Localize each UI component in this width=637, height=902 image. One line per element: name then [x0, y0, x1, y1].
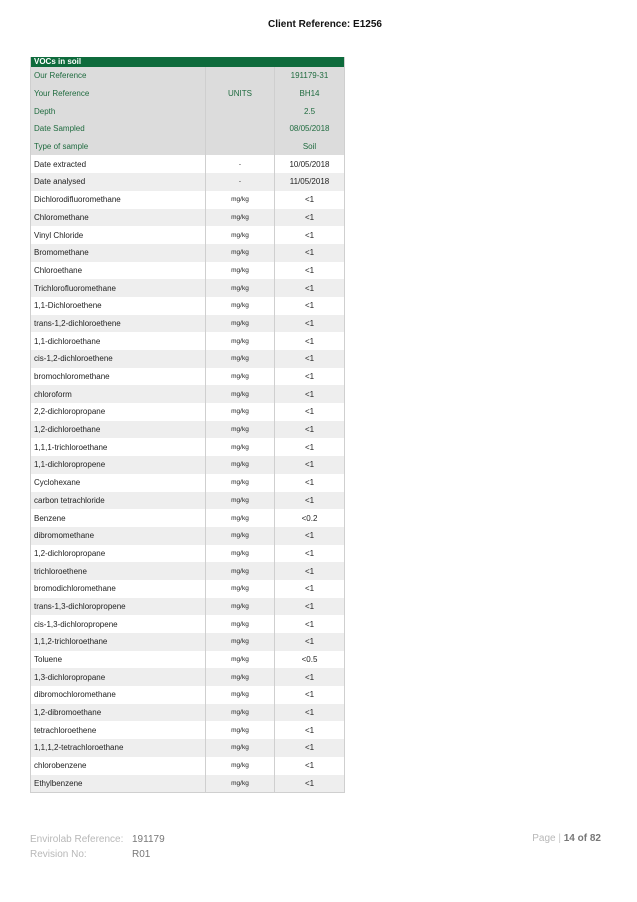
- table-row: [31, 456, 344, 474]
- table-body: [31, 155, 344, 792]
- row-label: Chloroethane: [31, 262, 206, 280]
- table-row: [31, 279, 344, 297]
- meta-row: [31, 102, 344, 120]
- footer-reference: [30, 832, 165, 862]
- row-label: trichloroethene: [31, 562, 206, 580]
- table-row: [31, 315, 344, 333]
- table-row: [31, 580, 344, 598]
- row-value: <1: [304, 495, 315, 505]
- row-label: 1,2-dichloropropane: [31, 545, 206, 563]
- row-value: <1: [304, 531, 315, 541]
- row-units: UNITS: [206, 85, 275, 103]
- row-units: mg/kg: [206, 562, 275, 580]
- table-row: [31, 226, 344, 244]
- row-value: <1: [304, 389, 315, 399]
- row-units: mg/kg: [206, 456, 275, 474]
- row-label: bromochloromethane: [31, 368, 206, 386]
- table-row: [31, 385, 344, 403]
- row-value: <1: [304, 743, 315, 753]
- table-row: [31, 209, 344, 227]
- row-units: mg/kg: [206, 509, 275, 527]
- row-label: Our Reference: [31, 67, 206, 85]
- table-title-bar: [31, 57, 344, 67]
- row-units: mg/kg: [206, 385, 275, 403]
- row-label: carbon tetrachloride: [31, 492, 206, 510]
- table-title-fill: [275, 57, 344, 67]
- row-units: mg/kg: [206, 474, 275, 492]
- row-value: <1: [304, 566, 315, 576]
- table-row: [31, 350, 344, 368]
- row-units: mg/kg: [206, 297, 275, 315]
- row-label: 1,2-dibromoethane: [31, 704, 206, 722]
- table-row: [31, 739, 344, 757]
- row-units: mg/kg: [206, 757, 275, 775]
- row-units: mg/kg: [206, 704, 275, 722]
- row-label: trans-1,3-dichloropropene: [31, 598, 206, 616]
- table-row: [31, 492, 344, 510]
- row-value: <1: [304, 548, 315, 558]
- table-row: [31, 633, 344, 651]
- row-label: 1,2-dichloroethane: [31, 421, 206, 439]
- row-label: Toluene: [31, 651, 206, 669]
- meta-row: [31, 85, 344, 103]
- row-units: -: [206, 155, 275, 173]
- row-units: mg/kg: [206, 279, 275, 297]
- row-label: Your Reference: [31, 85, 206, 103]
- table-row: [31, 155, 344, 173]
- row-label: 2,2-dichloropropane: [31, 403, 206, 421]
- row-units: mg/kg: [206, 545, 275, 563]
- row-units: [206, 120, 275, 138]
- row-units: [206, 138, 275, 156]
- row-value: <1: [304, 283, 315, 293]
- table-row: [31, 775, 344, 793]
- row-label: Vinyl Chloride: [31, 226, 206, 244]
- table-row: [31, 562, 344, 580]
- row-units: mg/kg: [206, 775, 275, 793]
- page-number: 14 of 82: [563, 833, 601, 844]
- row-label: dibromochloromethane: [31, 686, 206, 704]
- row-label: cis-1,3-dichloropropene: [31, 615, 206, 633]
- table-row: [31, 668, 344, 686]
- row-value: <1: [304, 301, 315, 311]
- row-label: Benzene: [31, 509, 206, 527]
- row-label: trans-1,2-dichloroethene: [31, 315, 206, 333]
- row-label: 1,1-dichloroethane: [31, 332, 206, 350]
- row-units: mg/kg: [206, 244, 275, 262]
- row-value: <1: [304, 725, 315, 735]
- table-row: [31, 403, 344, 421]
- table-meta-section: [31, 67, 344, 155]
- table-row: [31, 545, 344, 563]
- row-value: <1: [304, 672, 315, 682]
- meta-row: [31, 120, 344, 138]
- row-value: 10/05/2018: [289, 159, 330, 169]
- row-units: mg/kg: [206, 651, 275, 669]
- page-label: Page: [532, 833, 556, 844]
- row-value: 191179-31: [290, 71, 329, 81]
- row-label: Date analysed: [31, 173, 206, 191]
- table-row: [31, 686, 344, 704]
- table-row: [31, 651, 344, 669]
- row-value: <1: [304, 195, 315, 205]
- row-label: cis-1,2-dichloroethene: [31, 350, 206, 368]
- row-units: mg/kg: [206, 598, 275, 616]
- row-label: 1,1-dichloropropene: [31, 456, 206, 474]
- row-label: Cyclohexane: [31, 474, 206, 492]
- row-label: 1,3-dichloropropane: [31, 668, 206, 686]
- row-label: tetrachloroethene: [31, 721, 206, 739]
- row-units: mg/kg: [206, 492, 275, 510]
- row-value: 08/05/2018: [289, 124, 330, 134]
- table-row: [31, 757, 344, 775]
- row-value: <0.5: [301, 655, 318, 665]
- row-value: <1: [304, 460, 315, 470]
- row-value: <1: [304, 778, 315, 788]
- row-value: <1: [304, 708, 315, 718]
- row-label: Chloromethane: [31, 209, 206, 227]
- row-units: mg/kg: [206, 615, 275, 633]
- row-value: <1: [304, 407, 315, 417]
- row-units: mg/kg: [206, 315, 275, 333]
- results-table: [30, 57, 345, 793]
- row-units: mg/kg: [206, 332, 275, 350]
- row-value: BH14: [299, 89, 320, 99]
- revision-label: Revision No:: [30, 849, 87, 860]
- meta-row: [31, 67, 344, 85]
- row-units: -: [206, 173, 275, 191]
- row-value: <1: [304, 265, 315, 275]
- row-value: Soil: [302, 142, 317, 152]
- row-units: mg/kg: [206, 721, 275, 739]
- reference-value: 191179: [132, 834, 165, 845]
- row-label: Bromomethane: [31, 244, 206, 262]
- table-row: [31, 332, 344, 350]
- row-value: <1: [304, 425, 315, 435]
- table-row: [31, 244, 344, 262]
- row-label: chlorobenzene: [31, 757, 206, 775]
- row-units: mg/kg: [206, 262, 275, 280]
- row-label: 1,1,2-trichloroethane: [31, 633, 206, 651]
- row-value: <1: [304, 478, 315, 488]
- table-row: [31, 421, 344, 439]
- table-row: [31, 173, 344, 191]
- row-units: mg/kg: [206, 350, 275, 368]
- table-row: [31, 615, 344, 633]
- row-value: <1: [304, 354, 315, 364]
- row-value: <1: [304, 637, 315, 647]
- row-value: <1: [304, 248, 315, 258]
- row-label: bromodichloromethane: [31, 580, 206, 598]
- row-value: <1: [304, 761, 315, 771]
- row-units: mg/kg: [206, 209, 275, 227]
- row-units: mg/kg: [206, 580, 275, 598]
- row-units: mg/kg: [206, 668, 275, 686]
- table-row: [31, 704, 344, 722]
- table-row: [31, 474, 344, 492]
- row-value: <1: [304, 690, 315, 700]
- row-label: chloroform: [31, 385, 206, 403]
- row-value: <1: [304, 230, 315, 240]
- row-label: Date extracted: [31, 155, 206, 173]
- revision-value: R01: [132, 849, 151, 860]
- row-label: 1,1-Dichloroethene: [31, 297, 206, 315]
- row-label: dibromomethane: [31, 527, 206, 545]
- row-label: Depth: [31, 102, 206, 120]
- row-units: mg/kg: [206, 226, 275, 244]
- table-row: [31, 297, 344, 315]
- row-label: Ethylbenzene: [31, 775, 206, 793]
- table-row: [31, 598, 344, 616]
- table-row: [31, 368, 344, 386]
- row-value: <1: [304, 318, 315, 328]
- row-value: <1: [304, 336, 315, 346]
- table-row: [31, 262, 344, 280]
- row-value: <1: [304, 601, 315, 611]
- row-label: Trichlorofluoromethane: [31, 279, 206, 297]
- table-row: [31, 438, 344, 456]
- row-value: 11/05/2018: [289, 177, 330, 187]
- row-units: mg/kg: [206, 633, 275, 651]
- row-units: mg/kg: [206, 421, 275, 439]
- table-row: [31, 509, 344, 527]
- page-separator: |: [558, 833, 561, 844]
- row-units: [206, 67, 275, 85]
- row-label: Dichlorodifluoromethane: [31, 191, 206, 209]
- row-units: mg/kg: [206, 527, 275, 545]
- row-label: Type of sample: [31, 138, 206, 156]
- row-value: <1: [304, 442, 315, 452]
- row-value: <1: [304, 584, 315, 594]
- table-row: [31, 527, 344, 545]
- row-units: mg/kg: [206, 191, 275, 209]
- row-value: <1: [304, 212, 315, 222]
- row-label: Date Sampled: [31, 120, 206, 138]
- row-units: mg/kg: [206, 686, 275, 704]
- page-title: Client Reference: E1256: [268, 19, 382, 30]
- row-label: 1,1,1,2-tetrachloroethane: [31, 739, 206, 757]
- row-units: mg/kg: [206, 739, 275, 757]
- table-row: [31, 191, 344, 209]
- row-units: mg/kg: [206, 368, 275, 386]
- row-label: 1,1,1-trichloroethane: [31, 438, 206, 456]
- meta-row: [31, 138, 344, 156]
- row-value: <1: [304, 619, 315, 629]
- row-value: <0.2: [301, 513, 318, 523]
- row-value: <1: [304, 372, 315, 382]
- reference-label: Envirolab Reference:: [30, 834, 124, 845]
- table-title: VOCs in soil: [31, 57, 275, 67]
- row-units: mg/kg: [206, 438, 275, 456]
- row-units: [206, 102, 275, 120]
- page-indicator: [532, 833, 601, 844]
- row-value: 2.5: [303, 106, 316, 116]
- row-units: mg/kg: [206, 403, 275, 421]
- table-row: [31, 721, 344, 739]
